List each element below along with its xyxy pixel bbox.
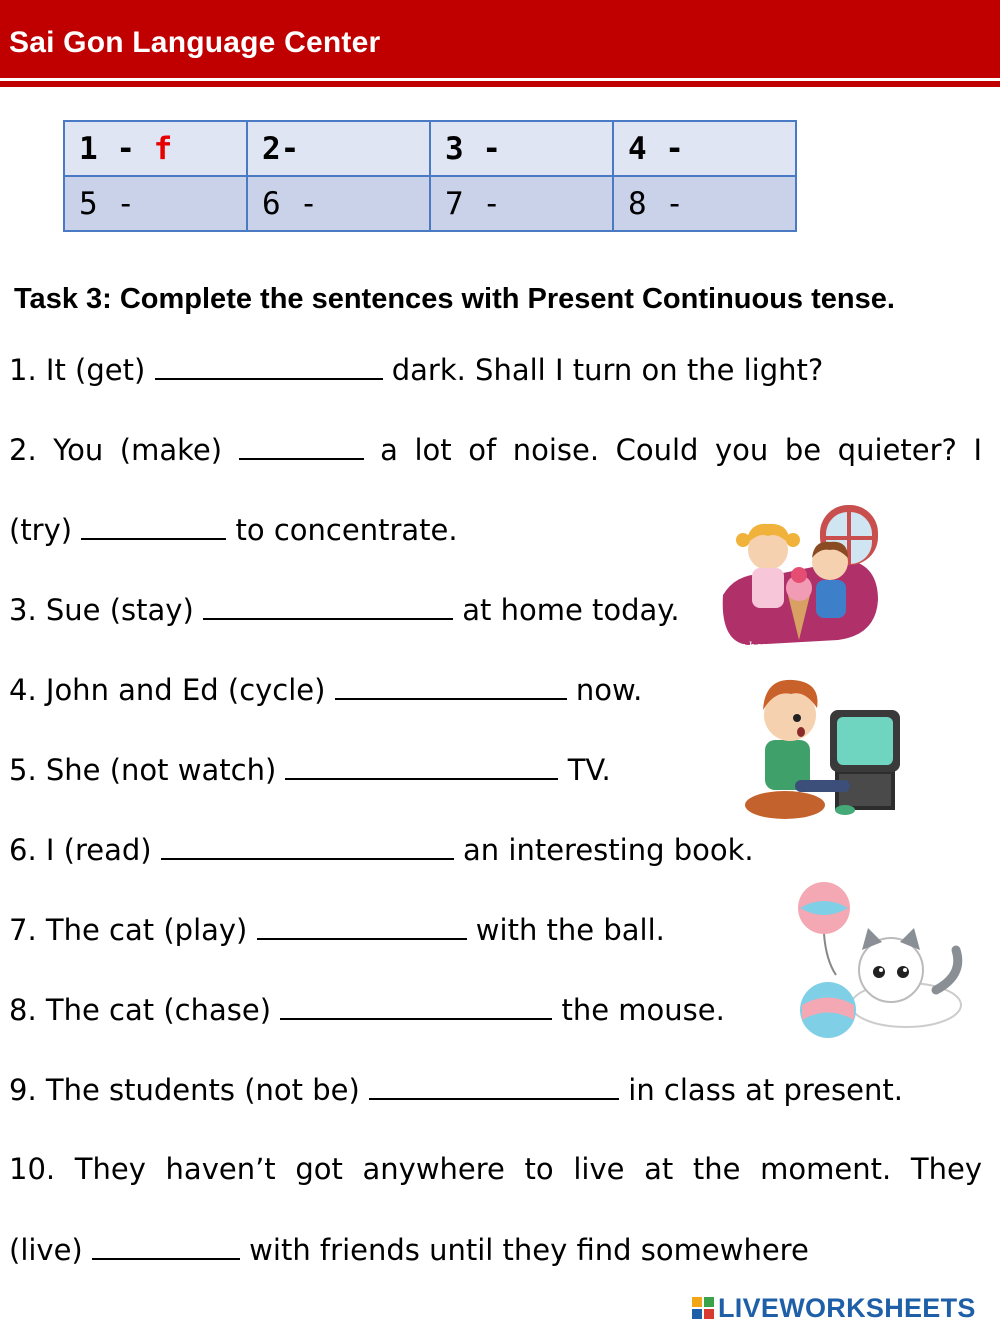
header-title: Sai Gon Language Center [9,26,381,59]
blank-8[interactable] [280,992,552,1020]
sentence-10b: (live) with friends until they find somewhere [9,1233,809,1267]
answer-value-1: f [153,130,173,167]
logo-text: LIVEWORKSHEETS [718,1292,976,1323]
sentence-3: 3. Sue (stay) at home today. [9,593,680,627]
stay-home-caption: stay home [722,640,779,653]
answer-cell-2[interactable]: 2- [247,121,430,176]
sentence-7: 7. The cat (play) with the ball. [9,913,665,947]
table-row [64,176,796,231]
answer-table [63,120,797,232]
blank-2b[interactable] [81,512,226,540]
blank-6[interactable] [161,832,454,860]
cat-with-ball-illustration [796,880,966,1050]
blank-7[interactable] [257,912,467,940]
blank-9[interactable] [369,1072,619,1100]
sentence-8: 8. The cat (chase) the mouse. [9,993,725,1027]
sentence-5: 5. She (not watch) TV. [9,753,611,787]
header-underline [0,81,1000,87]
sentence-10a: 10. They haven’t got anywhere to live at the moment. They [9,1152,982,1186]
blank-4[interactable] [335,672,567,700]
answer-cell-6[interactable]: 6 - [247,176,430,231]
sentence-1: 1. It (get) dark. Shall I turn on the light? [9,353,824,387]
blank-10[interactable] [92,1232,240,1260]
table-row [64,121,796,176]
blank-3[interactable] [203,592,453,620]
answer-cell-7[interactable]: 7 - [430,176,613,231]
task-title: Task 3: Complete the sentences with Present Continuous tense. [14,283,895,315]
blank-2a[interactable] [239,432,364,460]
blank-5[interactable] [285,752,558,780]
answer-cell-3[interactable]: 3 - [430,121,613,176]
sentence-2b: (try) to concentrate. [9,513,458,547]
sentence-4: 4. John and Ed (cycle) now. [9,673,643,707]
sentence-9: 9. The students (not be) in class at present. [9,1073,903,1107]
liveworksheets-logo [692,1292,976,1324]
boy-watching-tv-illustration [735,660,903,830]
sentence-2a: 2. You (make) a lot of noise. Could you be quieter? I [9,433,982,467]
answer-cell-4[interactable]: 4 - [613,121,796,176]
answer-cell-8[interactable]: 8 - [613,176,796,231]
sentence-6: 6. I (read) an interesting book. [9,833,754,867]
blank-1[interactable] [155,352,383,380]
answer-cell-1[interactable]: 1 - f [64,121,247,176]
answer-cell-5[interactable]: 5 - [64,176,247,231]
logo-grid-icon [692,1297,714,1319]
stay-home-illustration [718,500,883,655]
